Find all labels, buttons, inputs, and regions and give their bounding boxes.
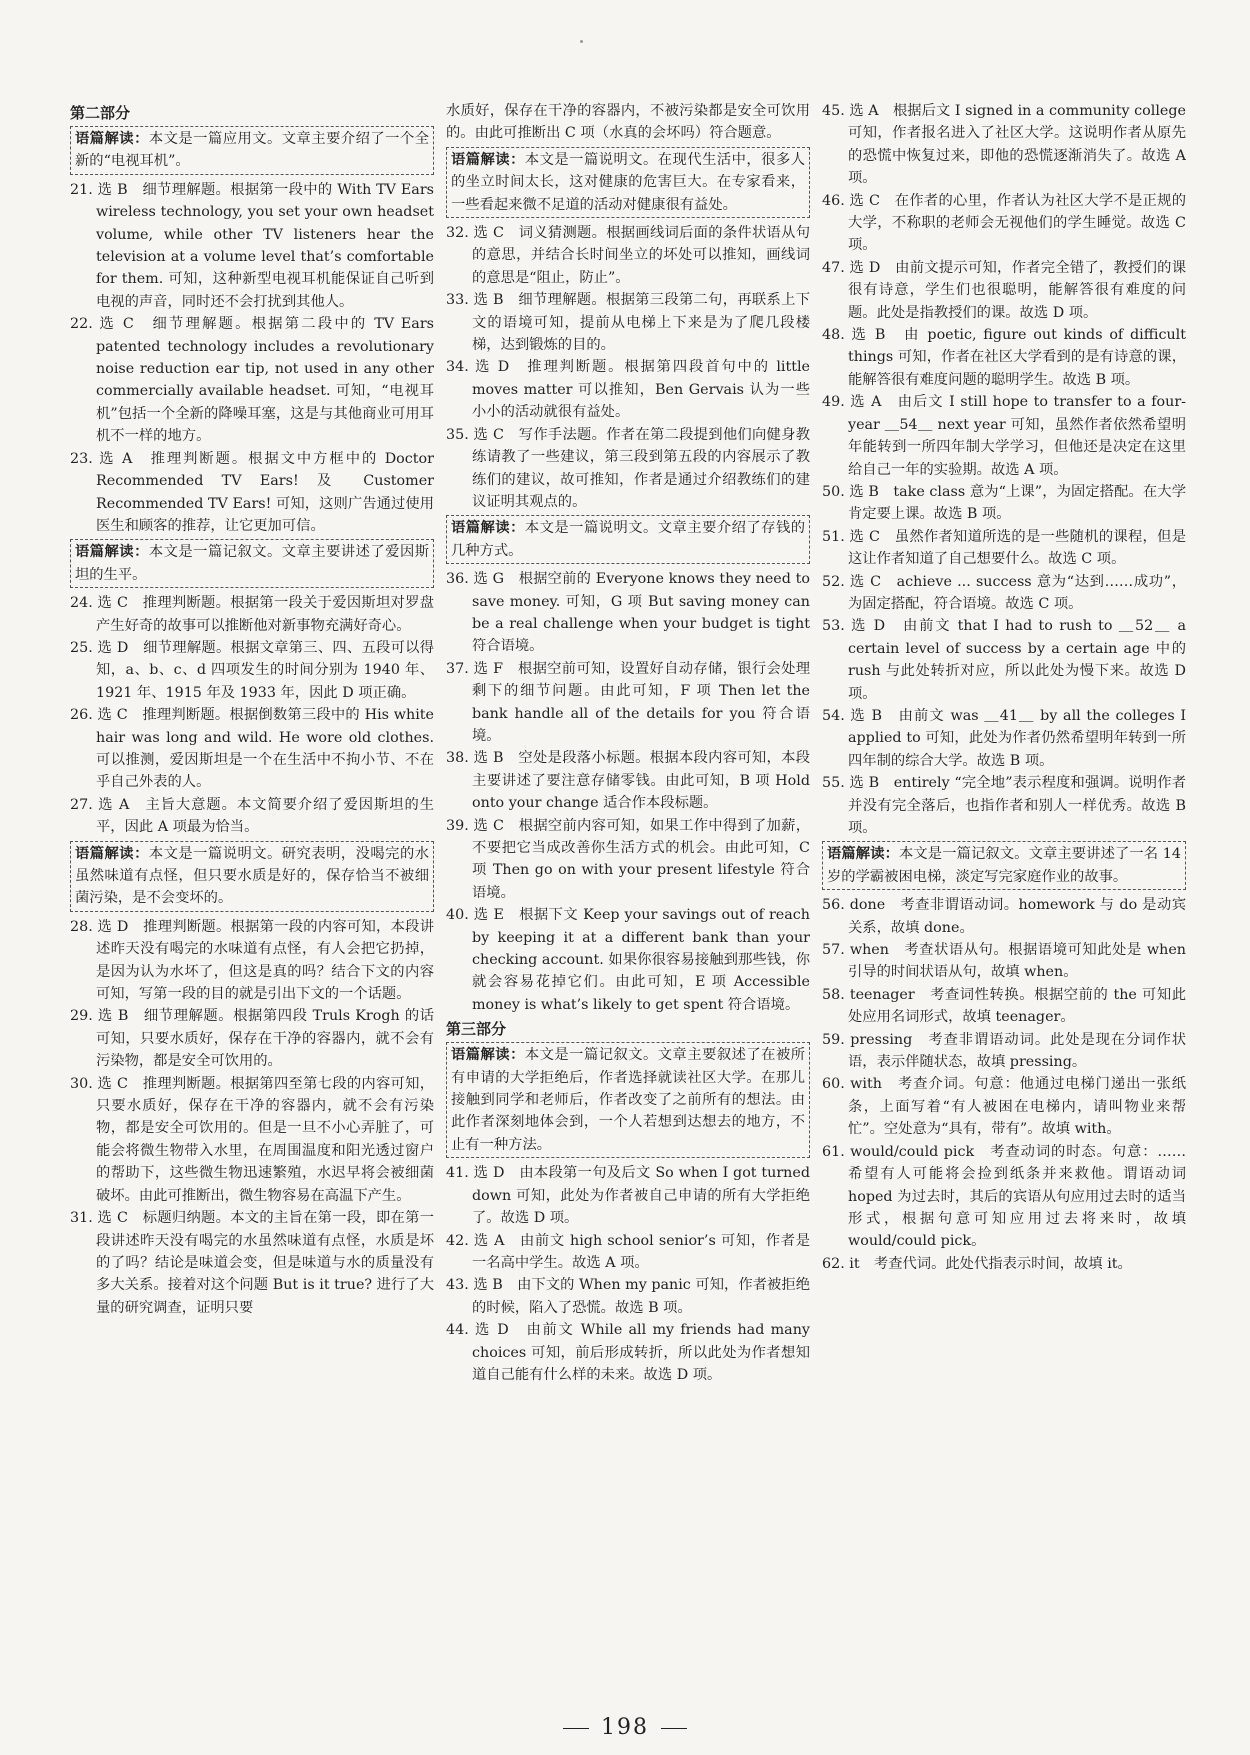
answer-item: 42. 选 A 由前文 high school senior’s 可知，作者是一名高中学生。故选 A 项。 <box>446 1232 810 1271</box>
answer-item: 37. 选 F 根据空前可知，设置好自动存储，银行会处理剩下的细节问题。由此可知，F 项 Then let the bank handle all of the details for you 符合语境。 <box>446 660 810 744</box>
answer-item: 59. pressing 考查非谓语动词。此处是现在分词作状语，表示伴随状态，故填 pressing。 <box>822 1031 1186 1071</box>
passage-note <box>70 126 434 175</box>
answer-item: 56. done 考查非谓语动词。homework 与 do 是动宾关系，故填 done。 <box>822 897 1186 936</box>
print-mark <box>580 40 583 43</box>
answer-item: 61. would/could pick 考查动词的时态。句意：……希望有人可能将会捡到纸条并来救他。谓语动词 hoped 为过去时，其后的宾语从句应用过去时的适当形式，根据句意可知应用过去将来时，故填 would/could pick。 <box>822 1143 1186 1250</box>
page-number-footer <box>0 1715 1250 1740</box>
passage-note <box>446 515 810 564</box>
answer-item: 47. 选 D 由前文提示可知，作者完全错了，教授们的课很有诗意，学生们也很聪明，能解答很有难度的问题。此处是指教授们的课。故选 D 项。 <box>822 259 1186 321</box>
dash-left <box>563 1728 589 1729</box>
note-label: 语篇解读： <box>75 131 149 147</box>
column-right <box>822 100 1186 1650</box>
answer-item: 51. 选 C 虽然作者知道所选的是一些随机的课程，但是这让作者知道了自己想要什么。故选 C 项。 <box>822 528 1186 568</box>
note-text: 本文是一篇说明文。研究表明，没喝完的水虽然味道有点怪，但只要水质是好的，保存恰当不被细菌污染，是不会变坏的。 <box>75 845 430 907</box>
note-label: 语篇解读： <box>451 520 525 537</box>
answer-item: 32. 选 C 词义猜测题。根据画线词后面的条件状语从句的意思，并结合长时间坐立的坏处可以推知，画线词的意思是“阻止，防止”。 <box>446 225 810 286</box>
answer-item: 24. 选 C 推理判断题。根据第一段关于爱因斯坦对罗盘产生好奇的故事可以推断他对新事物充满好奇心。 <box>70 595 434 634</box>
answer-item: 62. it 考查代词。此处代指表示时间，故填 it。 <box>822 1255 1132 1272</box>
passage-note <box>822 841 1186 890</box>
answer-item: 58. teenager 考查词性转换。根据空前的 the 可知此处应用名词形式，故填 teenager。 <box>822 986 1186 1026</box>
answer-item: 33. 选 B 细节理解题。根据第三段第二句，再联系上下文的语境可知，提前从电梯上下来是为了爬几段楼梯，达到锻炼的目的。 <box>446 292 810 354</box>
note-text: 本文是一篇记叙文。文章主要叙述了在被所有申请的大学拒绝后，作者选择就读社区大学。在那儿接触到同学和老师后，作者改变了之前所有的想法。由此作者深刻地体会到，一个人若想到达想去的地方，不止有一种方法。 <box>451 1047 806 1153</box>
answer-item: 27. 选 A 主旨大意题。本文简要介绍了爱因斯坦的生平，因此 A 项最为恰当。 <box>70 796 434 836</box>
note-label: 语篇解读： <box>451 151 525 168</box>
answer-item: 35. 选 C 写作手法题。作者在第二段提到他们向健身教练请教了一些建议，第三段到第五段的内容展示了教练们的建议，故可推知，作者是通过介绍教练们的建议证明其观点的。 <box>446 426 810 510</box>
note-label: 语篇解读： <box>75 544 149 561</box>
answer-item: 57. when 考查状语从句。根据语境可知此处是 when 引导的时间状语从句，故填 when。 <box>822 942 1186 981</box>
note-text: 本文是一篇应用文。文章主要介绍了一个全新的“电视耳机”。 <box>75 131 430 170</box>
answer-item: 60. with 考查介词。句意：他通过电梯门递出一张纸条，上面写着“有人被困在电梯内，请叫物业来帮忙”。空处意为“具有，带有”。故填 with。 <box>822 1076 1186 1138</box>
answer-item: 53. 选 D 由前文 that I had to rush to ＿52＿ a certain level of success by a certain age 中的 rush 与此处转折对应，所以此处为慢下来。故选 D 项。 <box>822 618 1186 702</box>
note-text: 本文是一篇记叙文。文章主要讲述了爱因斯坦的生平。 <box>75 544 430 583</box>
note-text: 本文是一篇记叙文。文章主要讲述了一名 14 岁的学霸被困电梯，淡定写完家庭作业的故事。 <box>827 846 1181 885</box>
note-text: 本文是一篇说明文。在现代生活中，很多人的坐立时间太长，这对健康的危害巨大。在专家看来，一些看起来微不足道的活动对健康很有益处。 <box>451 151 806 213</box>
note-label: 语篇解读： <box>827 846 899 863</box>
answer-item: 54. 选 B 由前文 was ＿41＿ by all the colleges I applied to 可知，此处为作者仍然希望明年转到一所四年制的综合大学。故选 B 项。 <box>822 707 1186 769</box>
answer-item: 55. 选 B entirely “完全地”表示程度和强调。说明作者并没有完全落后，也指作者和别人一样优秀。故选 B 项。 <box>822 775 1186 836</box>
answer-item: 43. 选 B 由下文的 When my panic 可知，作者被拒绝的时候，陷入了恐慌。故选 B 项。 <box>446 1277 810 1316</box>
answer-item: 50. 选 B take class 意为“上课”，为固定搭配。在大学肯定要上课。故选 B 项。 <box>822 483 1186 523</box>
dash-right <box>661 1728 687 1729</box>
passage-note <box>446 147 810 218</box>
column-middle <box>446 100 810 1650</box>
answer-item: 40. 选 E 根据下文 Keep your savings out of reach by keeping it at a different bank than your checking account. 如果你很容易接触到那些钱，你就会容易花掉它们。由此可知，E 项 Accessible money is what’s likely to get spent 符合语境。 <box>446 907 810 1013</box>
answer-item: 39. 选 C 根据空前内容可知，如果工作中得到了加薪，不要把它当成改善你生活方式的机会。由此可知，C 项 Then go on with your present lifestyle 符合语境。 <box>446 817 810 901</box>
answer-continuation: 水质好，保存在干净的容器内，不被污染都是安全可饮用的。由此可推断出 C 项（水真的会坏吗）符合题意。 <box>446 103 810 142</box>
note-text: 本文是一篇说明文。文章主要介绍了存钱的几种方式。 <box>451 520 806 559</box>
answer-item: 48. 选 B 由 poetic, figure out kinds of difficult things 可知，作者在社区大学看到的是有诗意的课，能解答很有难度问题的聪明学生。故选 B 项。 <box>822 327 1186 388</box>
answer-item: 28. 选 D 推理判断题。根据第一段的内容可知，本段讲述昨天没有喝完的水味道有点怪，有人会把它扔掉，是因为认为水坏了，但这是真的吗？结合下文的内容可知，写第一段的目的就是引出下文的一个话题。 <box>70 918 434 1003</box>
passage-note <box>446 1042 810 1158</box>
answer-item: 34. 选 D 推理判断题。根据第四段首句中的 little moves matter 可以推知，Ben Gervais 认为一些小小的活动就很有益处。 <box>446 359 810 421</box>
answer-item: 46. 选 C 在作者的心里，作者认为社区大学不是正规的大学，不称职的老师会无视他们的学生睡觉。故选 C 项。 <box>822 192 1186 254</box>
note-label: 语篇解读： <box>451 1047 525 1064</box>
answer-item: 25. 选 D 细节理解题。根据文章第三、四、五段可以得知，a、b、c、d 四项发生的时间分别为 1940 年、1921 年、1915 年及 1933 年，因此 D 项正确。 <box>70 639 434 701</box>
page-number: 198 <box>601 1715 649 1740</box>
section-title: 第三部分 <box>446 1020 507 1039</box>
note-label: 语篇解读： <box>75 845 149 862</box>
answer-item: 29. 选 B 细节理解题。根据第四段 Truls Krogh 的话可知，只要水质好，保存在干净的容器内，就不会有污染物，都是安全可饮用的。 <box>70 1008 434 1070</box>
passage-note <box>70 841 434 912</box>
answer-item: 26. 选 C 推理判断题。根据倒数第三段中的 His white hair was long and wild. He wore old clothes. 可以推测，爱因斯坦是一个在生活中不拘小节、不在乎自己外表的人。 <box>70 707 434 791</box>
passage-note <box>70 539 434 588</box>
answer-item: 36. 选 G 根据空前的 Everyone knows they need to save money. 可知，G 项 But saving money can be a real challenge when your budget is tight 符合语境。 <box>446 571 810 655</box>
answer-item: 23. 选 A 推理判断题。根据文中方框中的 Doctor Recommended TV Ears! 及 Customer Recommended TV Ears! 可知，这则广告通过使用医生和顾客的推荐，让它更加可信。 <box>70 450 434 534</box>
answer-item: 31. 选 C 标题归纳题。本文的主旨在第一段，即在第一段讲述昨天没有喝完的水虽然味道有点怪，水质是坏的了吗？结论是味道会变，但是味道与水的质量没有多大关系。接着对这个问题 But is it true? 进行了大量的研究调查，证明只要 <box>70 1210 434 1316</box>
answer-item: 22. 选 C 细节理解题。根据第二段中的 TV Ears patented technology includes a revolutionary noise reduction ear tip, not used in any other commercially available headset. 可知，“电视耳机”包括一个全新的降噪耳塞，这是与其他商业可用耳机不一样的地方。 <box>70 316 434 445</box>
answer-item: 30. 选 C 推理判断题。根据第四至第七段的内容可知，只要水质好，保存在干净的容器内，就不会有污染物，都是安全可饮用的。但是一旦不小心弄脏了，可能会将微生物带入水里，在周围温度和阳光透过窗户的帮助下，这些微生物迅速繁殖，水迟早将会被细菌破坏。由此可推断出，微生物容易在高温下产生。 <box>70 1075 434 1204</box>
answer-item: 52. 选 C achieve ... success 意为“达到……成功”，为固定搭配，符合语境。故选 C 项。 <box>822 573 1186 612</box>
answer-item: 45. 选 A 根据后文 I signed in a community college 可知，作者报名进入了社区大学。这说明作者从原先的恐慌中恢复过来，即他的恐慌逐渐消失了。故选 A 项。 <box>822 103 1186 187</box>
answer-item: 49. 选 A 由后文 I still hope to transfer to a four-year ＿54＿ next year 可知，虽然作者依然希望明年能转到一所四年制大学学习，但他还是决定在这里给自己一年的实验期。故选 A 项。 <box>822 394 1186 478</box>
answer-item: 41. 选 D 由本段第一句及后文 So when I got turned down 可知，此处为作者被自己申请的所有大学拒绝了。故选 D 项。 <box>446 1165 810 1227</box>
answer-item: 38. 选 B 空处是段落小标题。根据本段内容可知，本段主要讲述了要注意存储零钱。由此可知，B 项 Hold onto your change 适合作本段标题。 <box>446 750 810 812</box>
answer-columns <box>70 100 1210 1650</box>
answer-item: 21. 选 B 细节理解题。根据第一段中的 With TV Ears wireless technology, you set your own headset volume, while other TV listeners hear the television at a volume level that’s comfortable for them. 可知，这种新型电视耳机能保证自己听到电视的声音，同时还不会打扰到其他人。 <box>70 181 434 310</box>
column-left <box>70 100 434 1650</box>
answer-item: 44. 选 D 由前文 While all my friends had many choices 可知，前后形成转折，所以此处为作者想知道自己能有什么样的未来。故选 D 项。 <box>446 1322 810 1383</box>
section-title: 第二部分 <box>70 104 131 122</box>
